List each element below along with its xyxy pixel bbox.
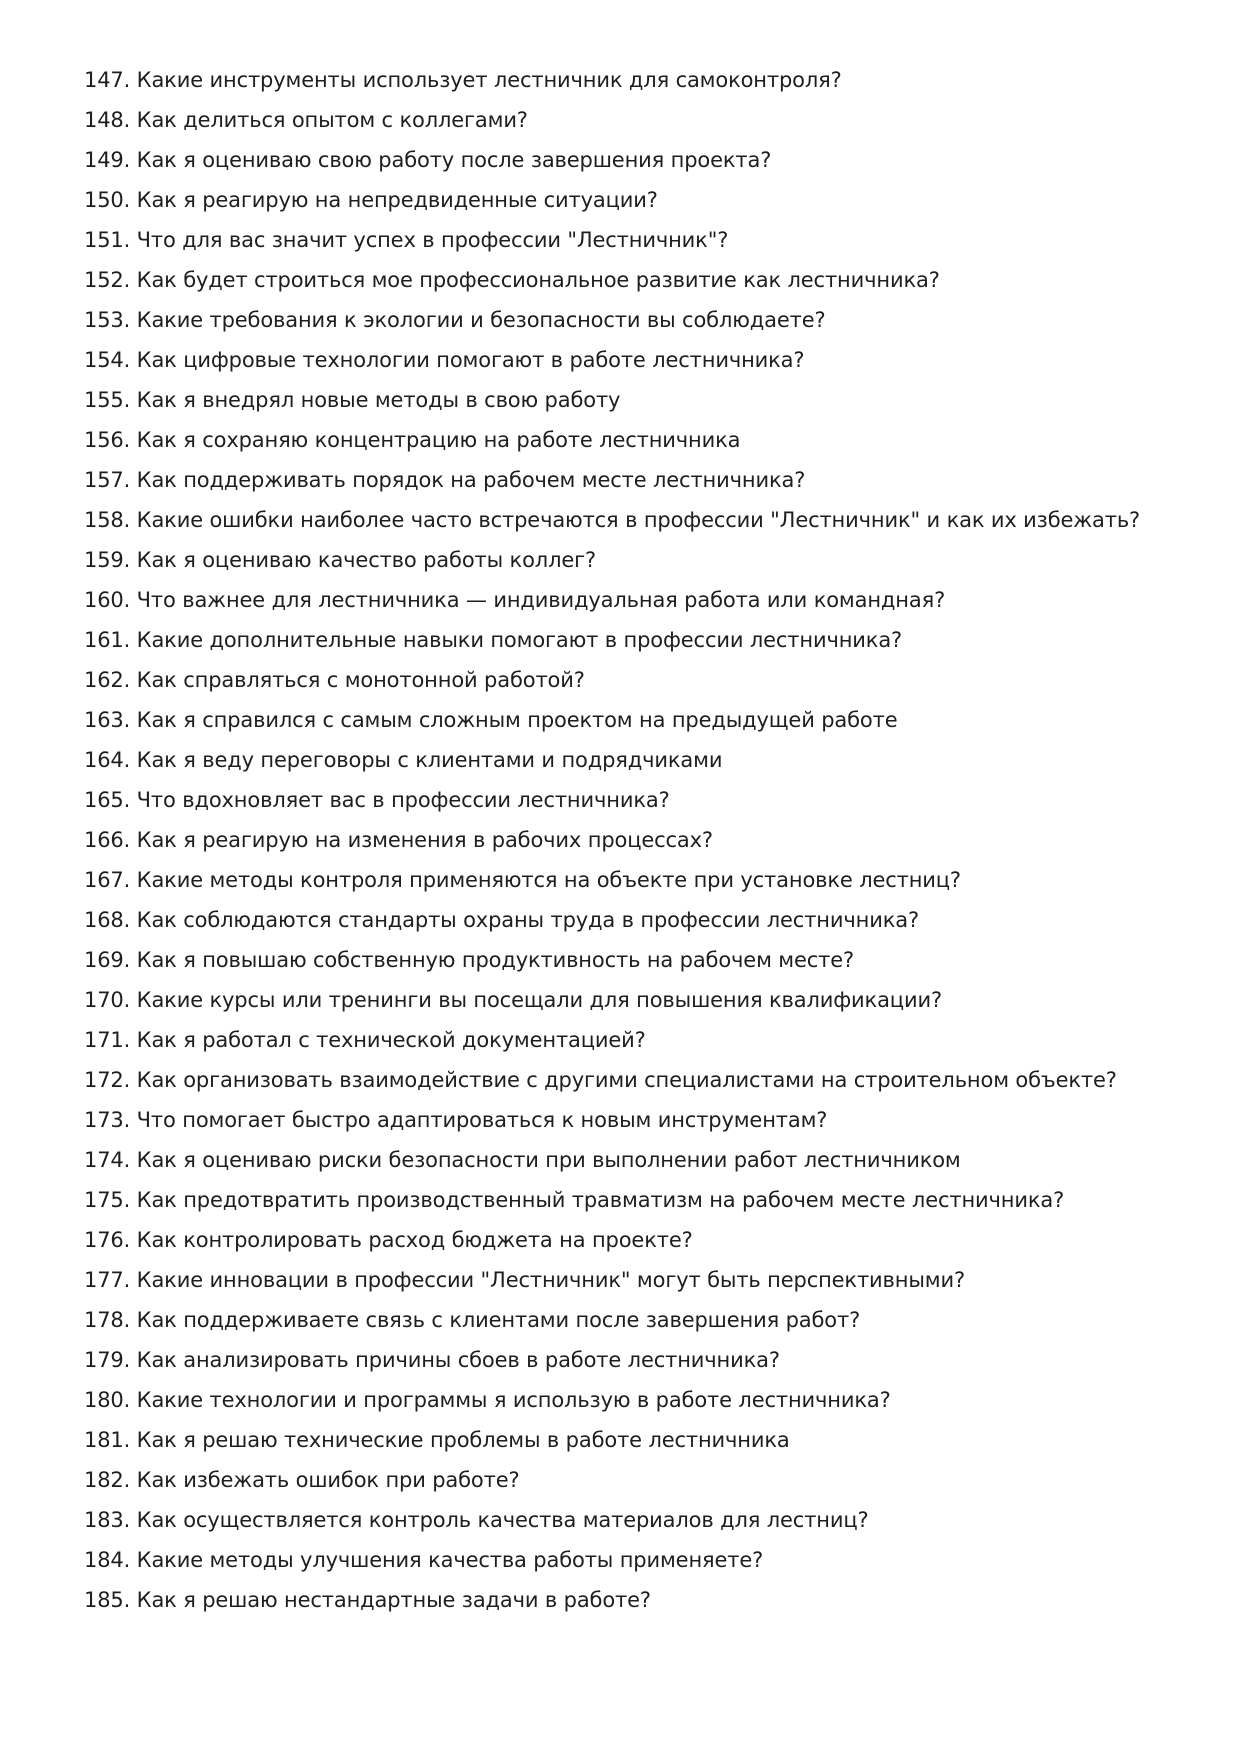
question-item: 158. Какие ошибки наиболее часто встречаются в профессии "Лестничник" и как их избежать? [84, 508, 1141, 532]
question-item: 169. Как я повышаю собственную продуктивность на рабочем месте? [84, 948, 854, 972]
question-item: 150. Как я реагирую на непредвиденные ситуации? [84, 188, 658, 212]
question-item: 159. Как я оцениваю качество работы коллег? [84, 548, 596, 572]
question-item: 185. Как я решаю нестандартные задачи в работе? [84, 1588, 651, 1612]
question-item: 174. Как я оцениваю риски безопасности при выполнении работ лестничником [84, 1148, 961, 1172]
question-item: 170. Какие курсы или тренинги вы посещали для повышения квалификации? [84, 988, 942, 1012]
question-item: 152. Как будет строиться мое профессиональное развитие как лестничника? [84, 268, 940, 292]
question-item: 177. Какие инновации в профессии "Лестничник" могут быть перспективными? [84, 1268, 965, 1292]
question-item: 184. Какие методы улучшения качества работы применяете? [84, 1548, 764, 1572]
question-item: 166. Как я реагирую на изменения в рабочих процессах? [84, 828, 713, 852]
question-item: 171. Как я работал с технической документацией? [84, 1028, 646, 1052]
question-item: 176. Как контролировать расход бюджета на проекте? [84, 1228, 693, 1252]
question-item: 147. Какие инструменты использует лестничник для самоконтроля? [84, 68, 842, 92]
question-item: 168. Как соблюдаются стандарты охраны труда в профессии лестничника? [84, 908, 919, 932]
question-item: 179. Как анализировать причины сбоев в работе лестничника? [84, 1348, 780, 1372]
question-item: 151. Что для вас значит успех в профессии "Лестничник"? [84, 228, 729, 252]
question-item: 155. Как я внедрял новые методы в свою работу [84, 388, 621, 412]
question-item: 165. Что вдохновляет вас в профессии лестничника? [84, 788, 670, 812]
question-item: 153. Какие требования к экологии и безопасности вы соблюдаете? [84, 308, 826, 332]
question-item: 172. Как организовать взаимодействие с другими специалистами на строительном объекте? [84, 1068, 1117, 1092]
question-list [84, 60, 1194, 1620]
question-item: 154. Как цифровые технологии помогают в работе лестничника? [84, 348, 805, 372]
question-item: 149. Как я оцениваю свою работу после завершения проекта? [84, 148, 772, 172]
document-page [84, 60, 1194, 1620]
question-item: 156. Как я сохраняю концентрацию на работе лестничника [84, 428, 741, 452]
question-item: 173. Что помогает быстро адаптироваться к новым инструментам? [84, 1108, 828, 1132]
question-item: 157. Как поддерживать порядок на рабочем месте лестничника? [84, 468, 806, 492]
question-item: 183. Как осуществляется контроль качества материалов для лестниц? [84, 1508, 869, 1532]
question-item: 161. Какие дополнительные навыки помогают в профессии лестничника? [84, 628, 903, 652]
question-item: 167. Какие методы контроля применяются на объекте при установке лестниц? [84, 868, 961, 892]
question-item: 148. Как делиться опытом с коллегами? [84, 108, 528, 132]
question-item: 160. Что важнее для лестничника — индивидуальная работа или командная? [84, 588, 946, 612]
question-item: 180. Какие технологии и программы я использую в работе лестничника? [84, 1388, 891, 1412]
question-item: 175. Как предотвратить производственный травматизм на рабочем месте лестничника? [84, 1188, 1065, 1212]
question-item: 182. Как избежать ошибок при работе? [84, 1468, 520, 1492]
question-item: 178. Как поддерживаете связь с клиентами после завершения работ? [84, 1308, 861, 1332]
question-item: 162. Как справляться с монотонной работой? [84, 668, 585, 692]
question-item: 163. Как я справился с самым сложным проектом на предыдущей работе [84, 708, 898, 732]
question-item: 181. Как я решаю технические проблемы в работе лестничника [84, 1428, 790, 1452]
question-item: 164. Как я веду переговоры с клиентами и подрядчиками [84, 748, 723, 772]
